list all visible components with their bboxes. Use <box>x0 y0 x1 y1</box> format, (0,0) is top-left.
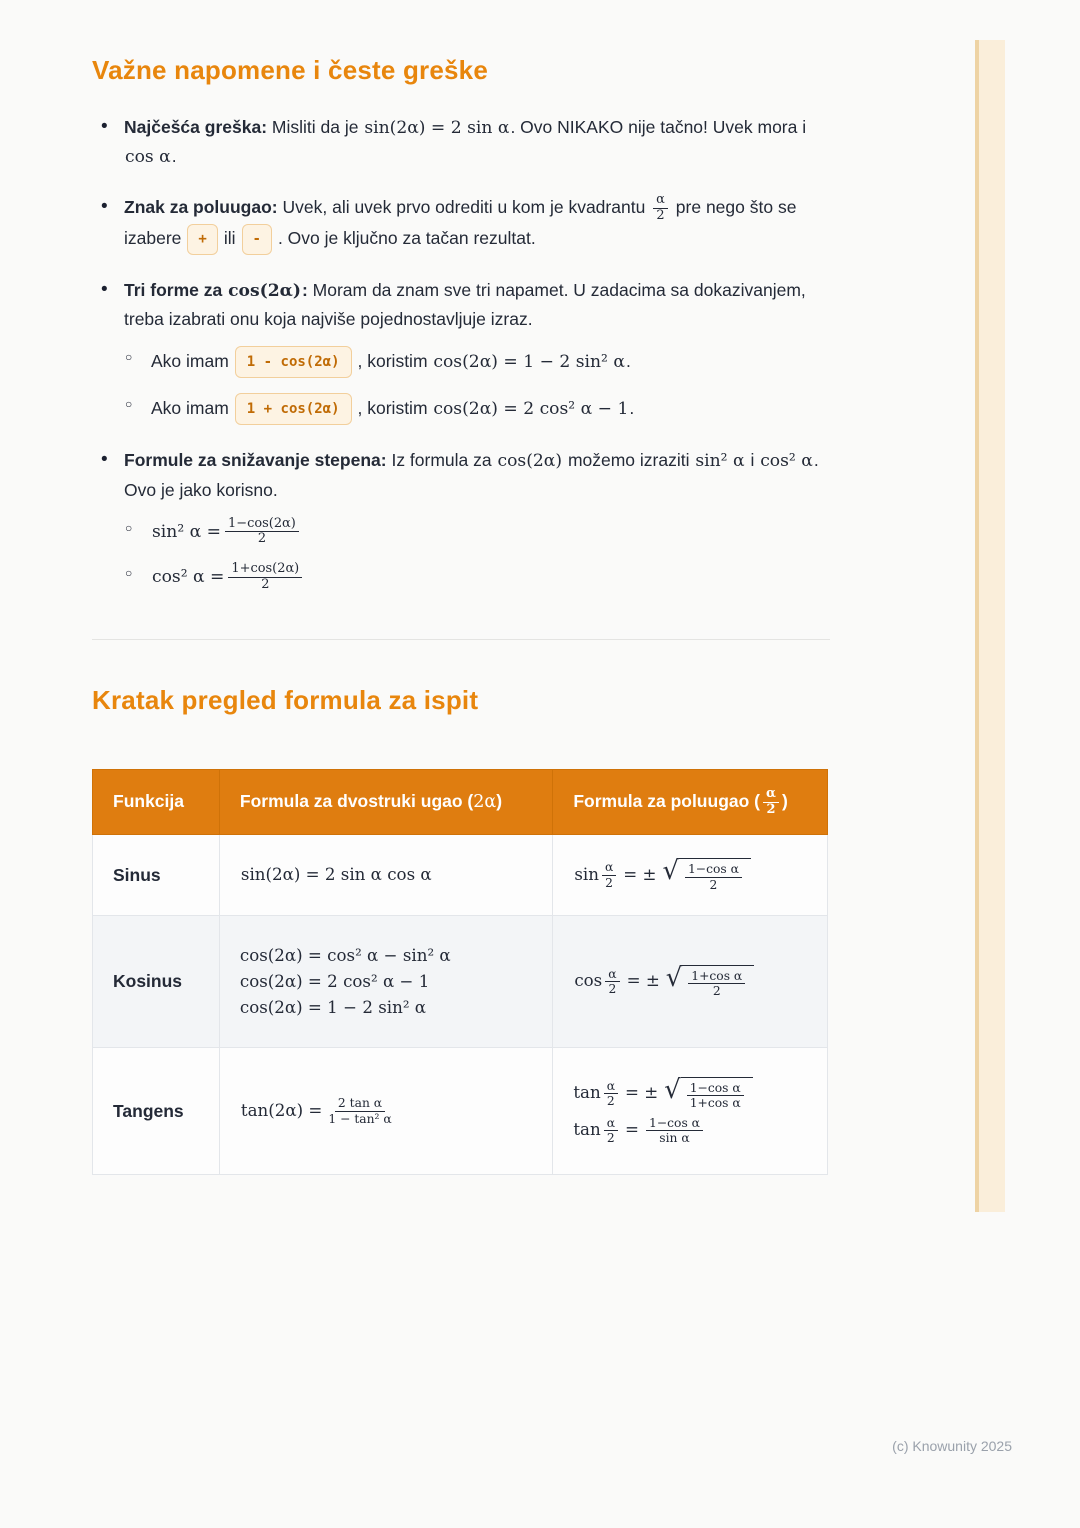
note-lead: Najčešća greška: <box>124 116 268 137</box>
notes-section-title: Važne napomene i česte greške <box>92 55 488 85</box>
table-row-kosinus <box>93 915 828 1047</box>
notes-bullet-list <box>92 113 830 594</box>
formulas-table <box>92 769 828 1176</box>
formula-cos-squared: ○ cos² α = $\frac{1+\cos(2\alpha)}{2}$ <box>124 562 830 593</box>
note-power-reduction: • Formule za snižavanje stepena: Iz formula za cos(2α) možemo izraziti sin² α i cos² α. Ovo je jako korisno. ○ sin² α = $\frac{1-\cos(2\alpha)}{2}$ ○ cos² α = $\frac{1+\cos(2\alpha)}{2}$ <box>92 446 830 593</box>
alpha-over-2-fraction: $\frac{\alpha}{2}$ <box>653 193 668 224</box>
section-divider <box>92 639 830 640</box>
math-expression: sin(2α) = 2 sin α <box>364 117 510 138</box>
tangens-half-angle-formulas: tan $\frac{\alpha}{2}$ = ± √ $\frac{\text{1−cos α}}{\text{1+cos α}}$ tan $\frac{\alpha}{2}$ = $\frac{\text{1−cos α}}{\text{sin α}}$ <box>553 1047 828 1175</box>
minus-sign-chip: - <box>242 224 272 255</box>
table-header-funkcija: Funkcija <box>93 769 220 835</box>
math-expression: 2α <box>473 791 497 812</box>
math-expression: cos(2α) = 1 − 2 sin² α <box>433 351 625 372</box>
fraction: $\frac{1+\cos(2\alpha)}{2}$ <box>228 562 302 593</box>
table-header-half-angle: Formula za poluugao ( $\frac{\alpha}{2}$ ) <box>553 769 828 835</box>
summary-section-title: Kratak pregled formula za ispit <box>92 685 479 716</box>
math-expression: cos² α <box>760 451 813 472</box>
math-expression: sin² α <box>695 451 745 472</box>
table-header-row <box>93 769 828 835</box>
table-row-sinus <box>93 835 828 915</box>
fraction: $\frac{1-\cos(2\alpha)}{2}$ <box>225 517 299 548</box>
row-label: Tangens <box>93 1047 220 1175</box>
case-plus-cos2a: ○ Ako imam 1 + cos(2α) , koristim cos(2α) = 2 cos² α − 1. <box>124 393 830 425</box>
fraction: $\frac{\text{1−cos α}}{\text{sin α}}$ <box>646 1116 703 1145</box>
sinus-half-angle-formula: sin $\frac{\alpha}{2}$ = ± √ $\frac{\text{1−cos α}}{2}$ <box>553 835 828 915</box>
table-row-tangens <box>93 1047 828 1175</box>
math-expression: cos(2α) <box>228 280 301 301</box>
note-lead: Formule za snižavanje stepena: <box>124 450 387 471</box>
sinus-double-angle-formula: sin(2α) = 2 sin α cos α <box>219 835 552 915</box>
note-common-mistake: • Najčešća greška: Misliti da je sin(2α) = 2 sin α. Ovo NIKAKO nije tačno! Uvek mora i cos α. <box>92 113 830 173</box>
alpha-over-2-fraction: $\frac{\alpha}{2}$ <box>763 787 779 818</box>
square-root: √ $\frac{\text{1−cos α}}{\text{1+cos α}}$ <box>664 1077 752 1110</box>
square-root: √ $\frac{\text{1+cos α}}{2}$ <box>666 965 754 998</box>
formula-sin-squared: ○ sin² α = $\frac{1-\cos(2\alpha)}{2}$ <box>124 517 830 548</box>
power-reduction-sublist <box>124 517 830 594</box>
row-label: Kosinus <box>93 915 220 1047</box>
plus-sign-chip: + <box>187 224 217 255</box>
document-content <box>92 54 830 1175</box>
note-lead: Tri forme za <box>124 279 228 300</box>
case-minus-cos2a: ○ Ako imam 1 - cos(2α) , koristim cos(2α) = 1 − 2 sin² α. <box>124 346 830 378</box>
note-lead: Znak za poluugao: <box>124 197 278 218</box>
three-forms-sublist <box>124 346 830 426</box>
note-half-angle-sign: • Znak za poluugao: Uvek, ali uvek prvo odrediti u kom je kvadrantu $\frac{\alpha}{2}$ pre nego što se izabere + ili - . Ovo je ključno za tačan rezultat. <box>92 193 830 254</box>
table-header-double-angle: Formula za dvostruki ugao (2α) <box>219 769 552 835</box>
note-three-forms: • Tri forme za cos(2α): Moram da znam sve tri napamet. U zadacima sa dokazivanjem, treba izabrati onu koja najviše pojednostavljuje izraz. ○ Ako imam 1 - cos(2α) , koristim cos(2α) = 1 − 2 sin² α. ○ Ako imam 1 + cos(2α) , koristim cos(2α) = 2 cos² α − 1. <box>92 276 830 426</box>
code-chip-1-minus-cos2a: 1 - cos(2α) <box>235 346 352 378</box>
copyright-footer: (c) Knowunity 2025 <box>892 1438 1012 1454</box>
row-label: Sinus <box>93 835 220 915</box>
page-edge-stripe <box>975 40 1005 1212</box>
math-expression: cos(2α) <box>497 451 563 472</box>
code-chip-1-plus-cos2a: 1 + cos(2α) <box>235 393 352 425</box>
math-expression: cos(2α) = 2 cos² α − 1 <box>433 398 629 419</box>
tangens-double-angle-formula: tan(2α) = $\frac{\text{2 tan α}}{\text{1 − tan² α}}$ <box>219 1047 552 1175</box>
square-root: √ $\frac{\text{1−cos α}}{2}$ <box>662 858 750 891</box>
kosinus-double-angle-formulas: cos(2α) = cos² α − sin² α cos(2α) = 2 cos² α − 1 cos(2α) = 1 − 2 sin² α <box>219 915 552 1047</box>
kosinus-half-angle-formula: cos $\frac{\alpha}{2}$ = ± √ $\frac{\text{1+cos α}}{2}$ <box>553 915 828 1047</box>
math-expression: cos α <box>125 147 171 168</box>
